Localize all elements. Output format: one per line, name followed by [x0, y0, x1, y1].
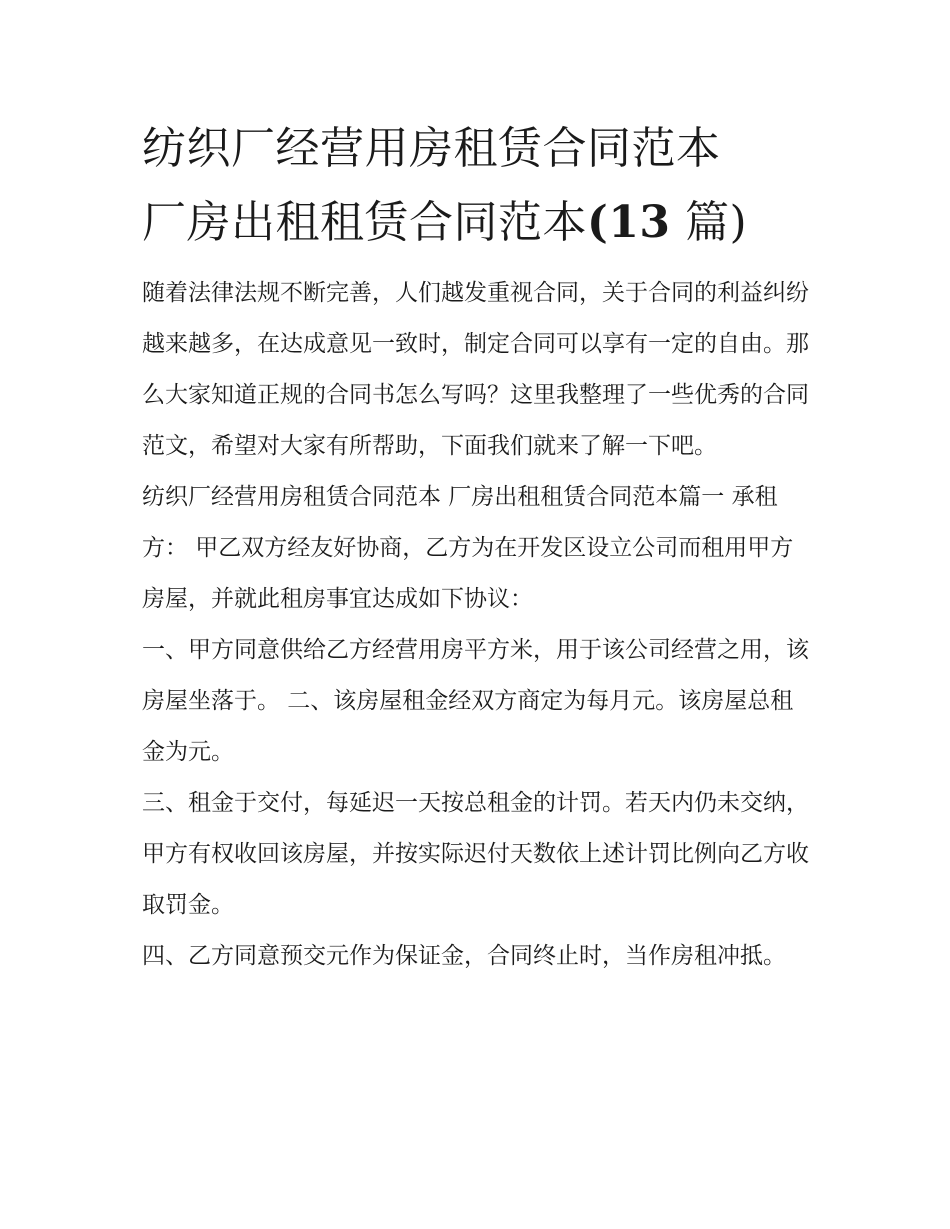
title-line-2-text: 厂房出租租赁合同范本: [142, 197, 587, 248]
paragraph-clause-4: 四、乙方同意预交元作为保证金，合同终止时，当作房租冲抵。: [142, 943, 786, 969]
title-count: (13: [587, 197, 671, 248]
paragraph-intro: 随着法律法规不断完善，人们越发重视合同，关于合同的利益纠纷越来越多，在达成意见一致时，制定合同可以享有一定的自由。那么大家知道正规的合同书怎么写吗？这里我整理了一些优秀的合同范文，希望对大家有所帮助，下面我们就来了解一下吧。: [142, 280, 809, 459]
title-line-2: [142, 186, 814, 260]
document-title: [142, 112, 814, 260]
paragraph-clause-1-2: 一、甲方同意供给乙方经营用房平方米，用于该公司经营之用，该房屋坐落于。 二、该房屋租金经双方商定为每月元。该房屋总租金为元。: [142, 637, 809, 765]
paragraph-part-one: 纺织厂经营用房租赁合同范本 厂房出租租赁合同范本篇一 承租方： 甲乙双方经友好协商，乙方为在开发区设立公司而租用甲方房屋，并就此租房事宜达成如下协议：: [142, 484, 794, 612]
title-count-unit: 篇): [685, 197, 748, 248]
document-page: [142, 112, 814, 982]
title-line-1: 纺织厂经营用房租赁合同范本: [142, 123, 721, 174]
paragraph-clause-3: 三、租金于交付，每延迟一天按总租金的计罚。若天内仍未交纳，甲方有权收回该房屋，并按实际迟付天数依上述计罚比例向乙方收取罚金。: [142, 790, 809, 918]
